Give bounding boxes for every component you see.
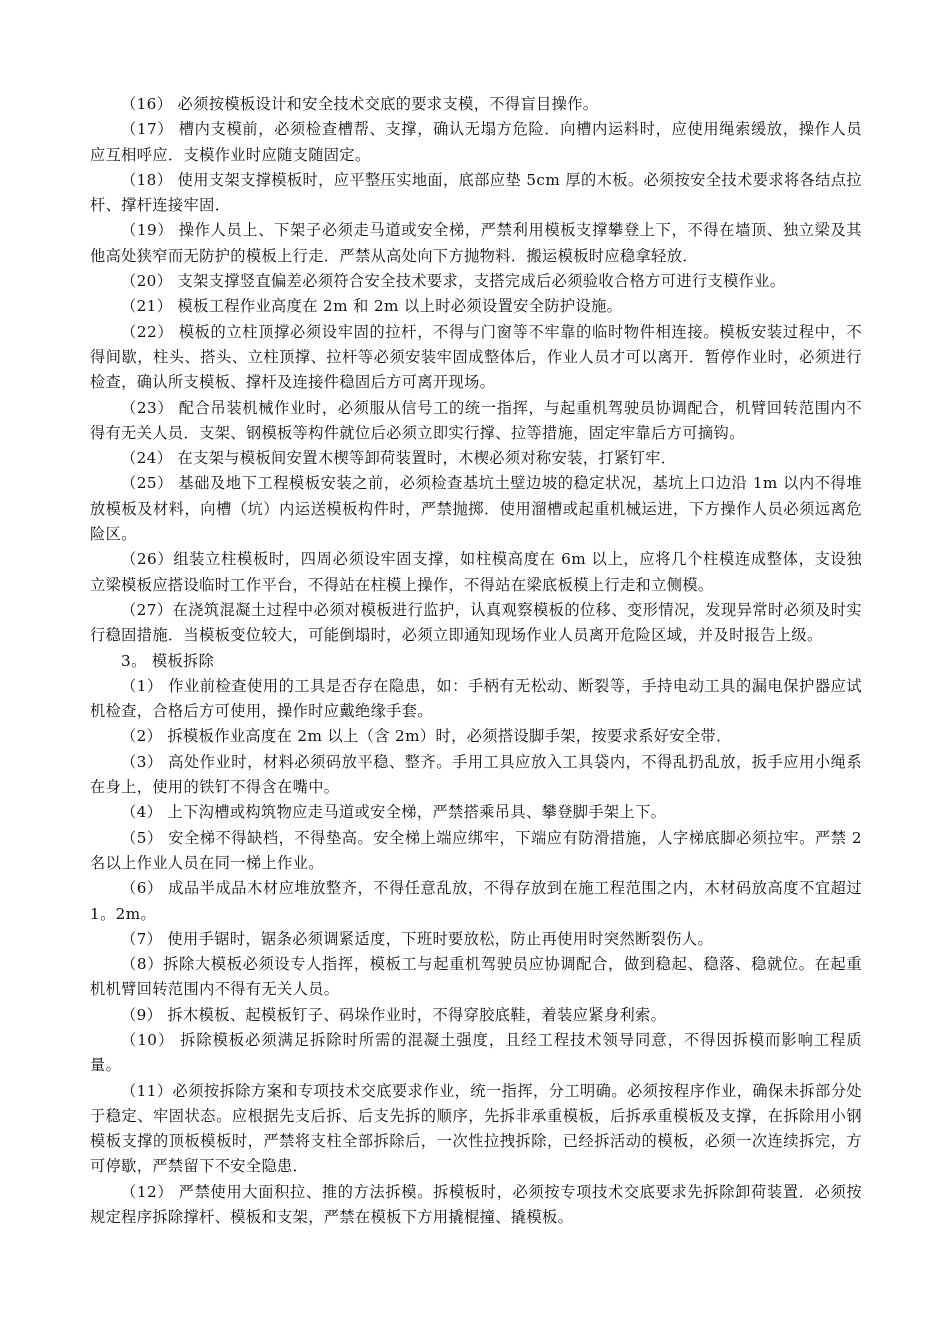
removal-paragraph-2: （2） 拆模板作业高度在 2m 以上（含 2m）时，必须搭设脚手架，按要求系好安全带． (121, 727, 732, 746)
paragraph-16: （16） 必须按模板设计和安全技术交底的要求支模，不得盲目操作。 (121, 95, 599, 113)
removal-paragraph-1: （1） 作业前检查使用的工具是否存在隐患，如：手柄有无松动、断裂等，手持电动工具的漏电保护器应试机检查，合格后方可使用，操作时应戴绝缘手套。 (90, 676, 862, 721)
paragraph-27: （27）在浇筑混凝土过程中必须对模板进行监护，认真观察模板的位移、变形情况，发现异常时必须及时实行稳固措施．当模板变位较大，可能倒塌时，必须立即通知现场作业人员离开危险区域，并及时报告上级。 (90, 600, 862, 645)
removal-paragraph-4: （4） 上下沟槽或构筑物应走马道或安全梯，严禁搭乘吊具、攀登脚手架上下。 (121, 803, 667, 822)
paragraph-21: （21） 模板工程作业高度在 2m 和 2m 以上时必须设置安全防护设施。 (121, 297, 623, 316)
paragraph-25: （25） 基础及地下工程模板安装之前，必须检查基坑土壁边坡的稳定状况，基坑上口边沿 1m 以内不得堆放模板及材料，向槽（坑）内运送模板构件时，严禁抛掷．使用溜槽或起重机械运进，下方操作人员必须远离危险区。 (90, 474, 862, 544)
removal-paragraph-5: （5） 安全梯不得缺档，不得垫高。安全梯上端应绑牢，下端应有防滑措施，人字梯底脚必须拉牢。严禁 2 名以上作业人员在同一梯上作业。 (90, 828, 862, 872)
removal-paragraph-8: （8）拆除大模板必须设专人指挥，模板工与起重机驾驶员应协调配合，做到稳起、稳落、稳就位。在起重机机臂回转范围内不得有无关人员。 (90, 955, 862, 999)
removal-paragraph-9: （9） 拆木模板、起模板钉子、码垛作业时，不得穿胶底鞋，着装应紧身利索。 (121, 1005, 667, 1024)
paragraph-22: （22） 模板的立柱顶撑必须设牢固的拉杆，不得与门窗等不牢靠的临时物件相连接。模板安装过程中，不得间歇，柱头、搭头、立柱顶撑、拉杆等必须安装牢固成整体后，作业人员才可以离开．暂停作业时，必须进行检查，确认所支模板、撑杆及连接件稳固后方可离开现场。 (90, 322, 862, 392)
paragraph-17: （17） 槽内支模前，必须检查槽帮、支撑，确认无塌方危险．向槽内运料时，应使用绳索缓放，操作人员应互相呼应．支模作业时应随支随固定。 (90, 120, 862, 164)
section-heading-removal: 3。 模板拆除 (121, 651, 215, 670)
removal-paragraph-7: （7） 使用手锯时，锯条必须调紧适度，下班时要放松，防止再使用时突然断裂伤人。 (121, 929, 714, 948)
paragraph-18: （18） 使用支架支撑模板时，应平整压实地面，底部应垫 5cm 厚的木板。必须按安全技术要求将各结点拉杆、撑杆连接牢固． (90, 170, 862, 215)
paragraph-24: （24） 在支架与模板间安置木楔等卸荷装置时，木楔必须对称安装，打紧钉牢． (121, 449, 677, 468)
removal-paragraph-10: （10） 拆除模板必须满足拆除时所需的混凝土强度，且经工程技术领导同意，不得因拆模而影响工程质量。 (90, 1030, 862, 1075)
removal-paragraph-6: （6） 成品半成品木材应堆放整齐，不得任意乱放，不得存放到在施工程范围之内，木材码放高度不宜超过 1。2m。 (90, 879, 862, 923)
document-page (90, 92, 862, 1230)
removal-paragraph-12: （12） 严禁使用大面积拉、推的方法拆模。拆模板时，必须按专项技术交底要求先拆除卸荷装置．必须按规定程序拆除撑杆、模板和支架，严禁在模板下方用撬棍撞、撬模板。 (90, 1182, 862, 1227)
removal-paragraph-3: （3） 高处作业时，材料必须码放平稳、整齐。手用工具应放入工具袋内，不得乱扔乱放，扳手应用小绳系在身上，使用的铁钉不得含在嘴中。 (90, 752, 862, 797)
paragraph-26: （26）组装立柱模板时，四周必须设牢固支撑，如柱模高度在 6m 以上，应将几个柱模连成整体，支设独立梁模板应搭设临时工作平台，不得站在柱模上操作，不得站在梁底板模上行走和立侧模。 (90, 550, 862, 594)
paragraph-20: （20） 支架支撑竖直偏差必须符合安全技术要求，支搭完成后必须验收合格方可进行支模作业。 (121, 272, 786, 291)
paragraph-23: （23） 配合吊装机械作业时，必须服从信号工的统一指挥，与起重机驾驶员协调配合，机臂回转范围内不得有无关人员．支架、钢模板等构件就位后必须立即实行撑、拉等措施，固定牢靠后方可摘钩。 (90, 398, 862, 442)
paragraph-19: （19） 操作人员上、下架子必须走马道或安全梯，严禁利用模板支撑攀登上下，不得在墙顶、独立梁及其他高处狭窄而无防护的模板上行走．严禁从高处向下方抛物料．搬运模板时应稳拿轻放． (90, 221, 862, 265)
removal-paragraph-11: （11）必须按拆除方案和专项技术交底要求作业，统一指挥，分工明确。必须按程序作业，确保未拆部分处于稳定、牢固状态。应根据先支后拆、后支先拆的顺序，先拆非承重模板，后拆承重模板及支撑，在拆除用小钢模板支撑的顶板模板时，严禁将支柱全部拆除后，一次性拉拽拆除，已经拆活动的模板，必须一次连续拆完，方可停歇，严禁留下不安全隐患． (90, 1081, 862, 1176)
